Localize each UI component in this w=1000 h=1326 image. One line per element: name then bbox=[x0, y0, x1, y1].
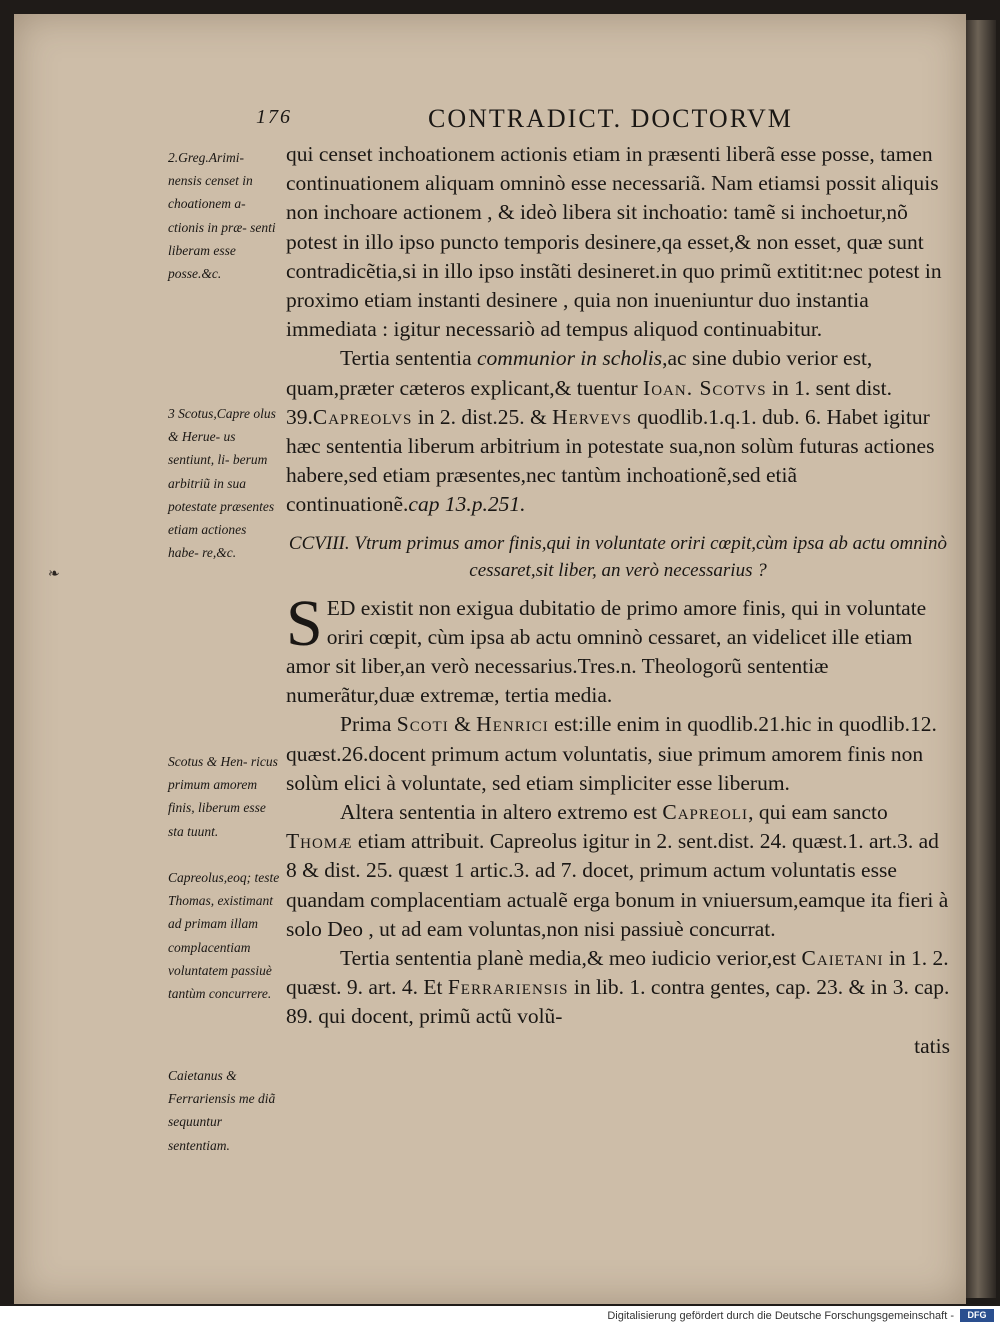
book-spine bbox=[966, 20, 996, 1298]
side-ornament-mark: ❧ bbox=[48, 567, 60, 582]
paragraph-5: Altera sententia in altero extremo est Capreoli, qui eam sancto Thomæ etiam attribuit. Capreolus igitur in 2. sent.dist. 24. quæst.1. art.3. ad 8 & dist. 25. quæst 1 artic.3. ad 7. docet, primum actum voluntatis esse quandam complacentiam actualẽ erga bonum in vniuersum,eamque ita fieri à solo Deo , ut ad eam voluntas,non nisi passiuè concurrat. bbox=[286, 800, 949, 941]
paragraph-3: SED existit non exigua dubitatio de primo amore finis, qui in voluntate oriri cœpit, cùm ipsa ab actu omninò cessaret, an videlicet ille etiam amor sit liber,an verò necessarius.Tres.n. Theologorũ sententiæ numerãtur,duæ extremæ, tertia media. bbox=[286, 586, 927, 708]
paragraph-6: Tertia sententia planè media,& meo iudicio verior,est Caietani in 1. 2. quæst. 9. art. 4. Et Ferrariensis in lib. 1. contra gentes, cap. 23. & in 3. cap. 89. qui docent, primũ actũ volũ- bbox=[286, 946, 950, 1029]
paragraph-4: Prima Scoti & Henrici est:ille enim in quodlib.21.hic in quodlib.12. quæst.26.docent primum actum voluntatis, siue primum amorem finis non solùm elici à voluntate, sed etiam simpliciter esse liberum. bbox=[286, 712, 937, 795]
page-number: 176 bbox=[256, 106, 292, 128]
paragraph-1: qui censet inchoationem actionis etiam in præsenti liberã esse posse, tamen continuationem aliquam omninò esse necessariã. Nam etiamsi possit aliquis non inchoare actionem , & ideò libera sit inchoatio: tamẽ si inchoetur,nõ potest in illo ipso puncto temporis desinere,qa esset,& non esset, quæ sunt contradicẽtia,si in illo ipso instãti desineret.in quo primũ extitit:nec potest in proximo etiam instanti desinere , quia non inueniuntur duo instantia immediata : igitur necessariò ad tempus aliquod continuabitur. bbox=[286, 142, 942, 342]
margin-note-1: 2.Greg.Arimi- nensis censet in choationem a- ctionis in præ- senti liberam esse posse.&c. bbox=[168, 150, 276, 282]
catchword: tatis bbox=[914, 1033, 950, 1058]
margin-note-5: Caietanus & Ferrariensis me diã sequuntur sententiam. bbox=[168, 1068, 276, 1153]
drop-cap: S bbox=[286, 586, 323, 660]
margin-note-3: Scotus & Hen- ricus primum amorem finis, liberum esse sta tuunt. bbox=[168, 754, 278, 839]
main-text bbox=[286, 140, 950, 1061]
footer-credit: Digitalisierung gefördert durch die Deutsche Forschungsgemeinschaft - bbox=[607, 1310, 954, 1322]
running-title: CONTRADICT. DOCTORVM bbox=[428, 104, 793, 133]
paragraph-2: Tertia sententia communior in scholis,ac sine dubio verior est, quam,præter cæteros explicant,& tuentur Ioan. Scotvs in 1. sent dist. 39.Capreolvs in 2. dist.25. & Hervevs quodlib.1.q.1. dub. 6. Habet igitur hæc sententia liberum arbitrium in potestate sua,non solùm futuras actiones habere,sed etiam præsentes,nec tantùm inchoationẽ,sed etiã continuationẽ.cap 13.p.251. bbox=[286, 346, 935, 517]
margin-note-4: Capreolus,eoq; teste Thomas, existimant ad primam illam complacentiam voluntatem passiuè tantùm concurrere. bbox=[168, 870, 280, 1002]
margin-note-2: 3 Scotus,Capre olus & Herue- us sentiunt, li- berum arbitriũ in sua potestate præsentes etiam actiones habe- re,&c. bbox=[168, 406, 276, 561]
running-header bbox=[256, 104, 856, 134]
digitization-footer bbox=[0, 1306, 1000, 1326]
dfg-logo: DFG bbox=[960, 1309, 994, 1322]
chapter-heading: CCVIII. Vtrum primus amor finis,qui in voluntate oriri cœpit,cùm ipsa ab actu omninò cessaret,sit liber, an verò necessarius ? bbox=[288, 532, 948, 581]
